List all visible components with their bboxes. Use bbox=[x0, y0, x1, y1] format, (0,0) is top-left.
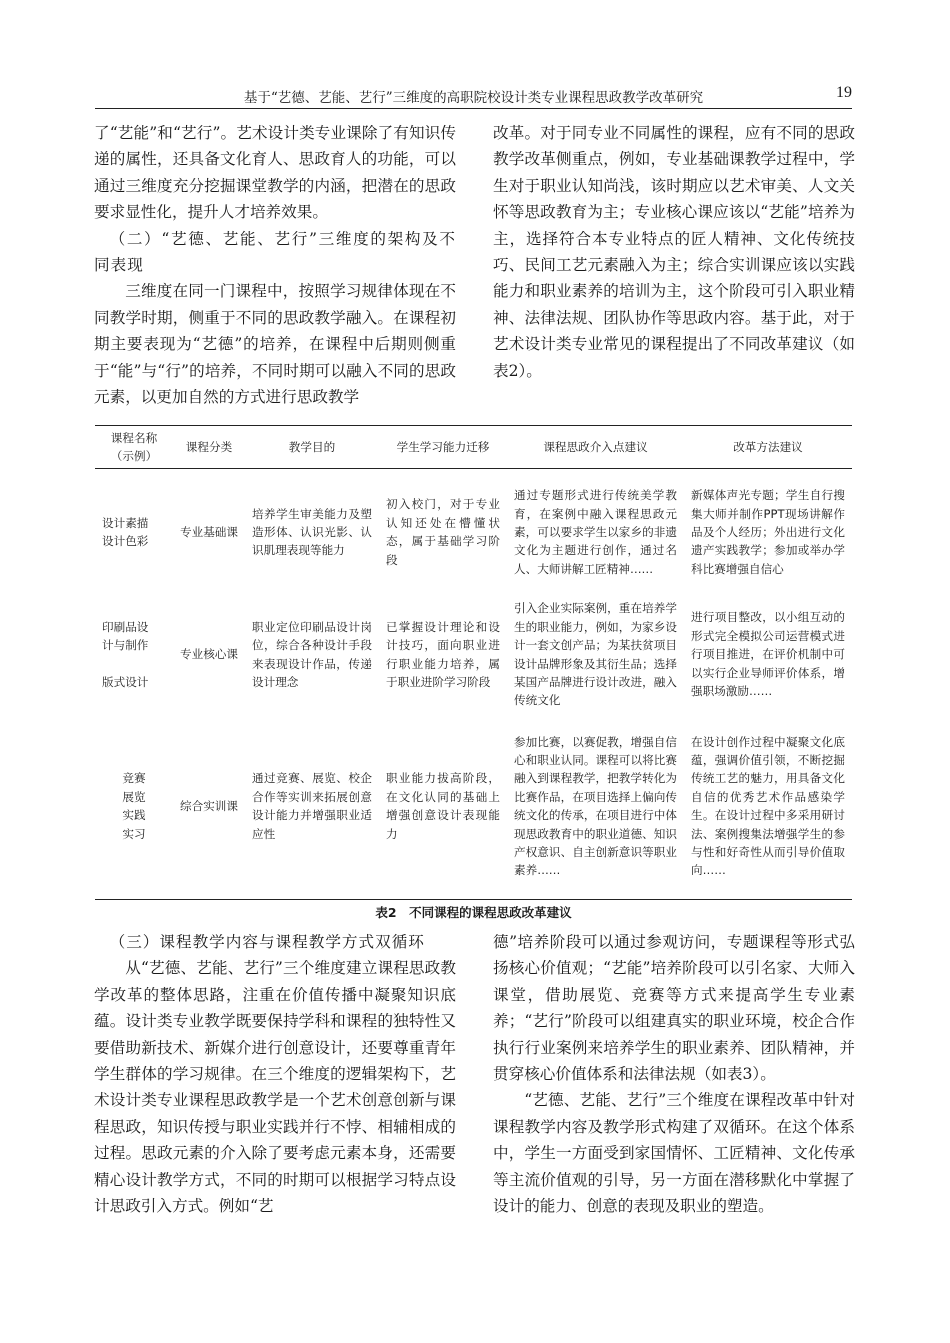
paragraph: 三维度在同一门课程中，按照学习规律体现在不同教学时期，侧重于不同的思政教学融入。在课程初期主要表现为“艺德”的培养，在课程中后期则侧重于“能”与“行”的培养，不同时期可以融入不同的思政元素，以更加自然的方式进行思政教学 bbox=[94, 282, 456, 407]
cell-goal: 通过竞赛、展览、校企合作等实训来拓展创意设计能力并增强职业适应性 bbox=[245, 714, 379, 900]
course-name-line: 竞赛 bbox=[122, 771, 146, 786]
cell-course-name bbox=[95, 714, 173, 900]
table-header-row bbox=[95, 426, 852, 469]
course-name-line: 计与制作 bbox=[102, 638, 149, 653]
header-category: 课程分类 bbox=[173, 426, 245, 469]
cell-course-name bbox=[95, 469, 173, 596]
header-entry: 课程思政介入点建议 bbox=[507, 426, 684, 469]
cell-course-name bbox=[95, 596, 173, 714]
course-name-line: 印刷品设 bbox=[102, 619, 149, 634]
course-name-line: 设计素描 bbox=[102, 515, 149, 530]
course-name-line: 展览 bbox=[122, 789, 146, 804]
cell-ability: 已掌握设计理论和设计技巧，面向职业进行职业能力培养，属于职业进阶学习阶段 bbox=[386, 619, 500, 689]
course-name-spacer bbox=[102, 655, 166, 673]
header-goal: 教学目的 bbox=[245, 426, 379, 469]
cell-category: 专业核心课 bbox=[180, 647, 238, 662]
course-reform-table bbox=[95, 425, 852, 900]
section-heading-3: （三）课程教学内容与课程教学方式双循环 bbox=[109, 933, 425, 951]
paragraph: “艺德、艺能、艺行”三个维度在课程改革中针对课程教学内容及教学形式构建了双循环。在这个体系中，学生一方面受到家国情怀、工匠精神、文化传承等主流价值观的引导，另一方面在潜移默化中掌握了设计的能力、创意的表现及职业的塑造。 bbox=[493, 1091, 855, 1216]
course-name-line: 实习 bbox=[122, 826, 146, 841]
section-heading-2: （二）“艺德、艺能、艺行”三维度的架构及不同表现 bbox=[94, 229, 456, 275]
running-title: 基于“艺德、艺能、艺行”三维度的高职院校设计类专业课程思政教学改革研究 bbox=[243, 90, 704, 106]
cell-category: 综合实训课 bbox=[173, 714, 245, 900]
header-ability: 学生学习能力迁移 bbox=[379, 426, 507, 469]
column-bottom-left bbox=[94, 929, 456, 1219]
cell-method: 进行项目整改，以小组互动的形式完全模拟公司运营模式进行项目推进，在评价机制中可以实行企业导师评价体系，增强职场激励…… bbox=[691, 610, 845, 699]
cell-method: 在设计创作过程中凝聚文化底蕴，强调价值引领，不断挖掘传统工艺的魅力，用具备文化自信的优秀艺术作品感染学生。在设计过程中多采用研讨法、案例搜集法增强学生的参与性和好奇性从而引导价值取向…… bbox=[684, 714, 852, 900]
cell-method: 新媒体声光专题；学生自行搜集大师并制作PPT现场讲解作品及个人经历；外出进行文化遗产实践教学；参加或举办学科比赛增强自信心 bbox=[691, 488, 845, 576]
cell-goal: 培养学生审美能力及塑造形体、认识光影、认识肌理表现等能力 bbox=[252, 506, 372, 558]
paragraph: 德”培养阶段可以通过参观访问，专题课程等形式弘扬核心价值观；“艺能”培养阶段可以引名家、大师入课堂，借助展览、竞赛等方式来提高学生专业素养；“艺行”阶段可以组建真实的职业环境，校企合作执行行业案例来培养学生的职业素养、团队精神，并贯穿核心价值体系和法律法规（如表3）。 bbox=[493, 933, 855, 1084]
paragraph: 从“艺德、艺能、艺行”三个维度建立课程思政教学改革的整体思路，注重在价值传播中凝聚知识底蕴。设计类专业教学既要保持学科和课程的独特性又要借助新技术、新媒介进行创意设计，还要尊重青年学生群体的学习规律。在三个维度的逻辑架构下，艺术设计类专业课程思政教学是一个艺术创意创新与课程思政，知识传授与职业实践并行不悖、相辅相成的过程。思政元素的介入除了要考虑元素本身，还需要精心设计教学方式，不同的时期可以根据学习特点设计思政引入方式。例如“艺 bbox=[94, 959, 456, 1216]
course-name-line: 版式设计 bbox=[102, 674, 149, 689]
table-caption: 表2 不同课程的课程思政改革建议 bbox=[375, 905, 572, 920]
column-bottom-right bbox=[493, 929, 855, 1219]
page-number: 19 bbox=[836, 84, 852, 101]
table-row bbox=[95, 714, 852, 900]
running-header bbox=[95, 86, 852, 109]
column-top-right bbox=[493, 120, 855, 384]
course-name-line: 实践 bbox=[122, 808, 146, 823]
column-top-left bbox=[94, 120, 456, 410]
cell-goal: 职业定位印刷品设计岗位，综合各种设计手段来表现设计作品，传递设计理念 bbox=[252, 619, 372, 689]
paragraph: 改革。对于同专业不同属性的课程，应有不同的思政教学改革侧重点，例如，专业基础课教学过程中，学生对于职业认知尚浅，该时期应以艺术审美、人文关怀等思政教育为主；专业核心课应该以“艺能”培养为主，选择符合本专业特点的匠人精神、文化传统技巧、民间工艺元素融入为主；综合实训课应该以实践能力和职业素养的培训为主，这个阶段可引入职业精神、法律法规、团队协作等思政内容。基于此，对于艺术设计类专业常见的课程提出了不同改革建议（如表2）。 bbox=[493, 124, 855, 380]
cell-ability: 初入校门，对于专业认知还处在懵懂状态，属于基础学习阶段 bbox=[386, 497, 500, 567]
cell-ability: 职业能力拔高阶段，在文化认同的基础上增强创意设计表现能力 bbox=[379, 714, 507, 900]
course-name-line: 设计色彩 bbox=[102, 534, 149, 549]
table-row bbox=[95, 469, 852, 596]
header-course-name: 课程名称 （示例） bbox=[95, 426, 173, 469]
cell-category: 专业基础课 bbox=[180, 525, 238, 540]
cell-entry: 引入企业实际案例，重在培养学生的职业能力，例如，为家乡设计一套文创产品；为某扶贫项目设计品牌形象及其衍生品；选择某国产品牌进行设计改进，融入传统文化 bbox=[514, 601, 677, 708]
header-method: 改革方法建议 bbox=[684, 426, 852, 469]
cell-entry: 通过专题形式进行传统美学教育，在案例中融入课程思政元素，可以要求学生以家乡的非遗文化为主题进行创作，通过名人、大师讲解工匠精神…… bbox=[514, 488, 677, 576]
table-row bbox=[95, 596, 852, 714]
cell-entry: 参加比赛，以赛促教，增强自信心和职业认同。课程可以将比赛融入到课程教学，把教学转化为比赛作品，在项目选择上偏向传统文化的传承，在项目进行中体现思政教育中的职业道德、知识产权意识、自主创新意识等职业素养…… bbox=[507, 714, 684, 900]
paragraph: 了“艺能”和“艺行”。艺术设计类专业课除了有知识传递的属性，还具备文化育人、思政育人的功能，可以通过三维度充分挖掘课堂教学的内涵，把潜在的思政要求显性化，提升人才培养效果。 bbox=[94, 124, 456, 222]
